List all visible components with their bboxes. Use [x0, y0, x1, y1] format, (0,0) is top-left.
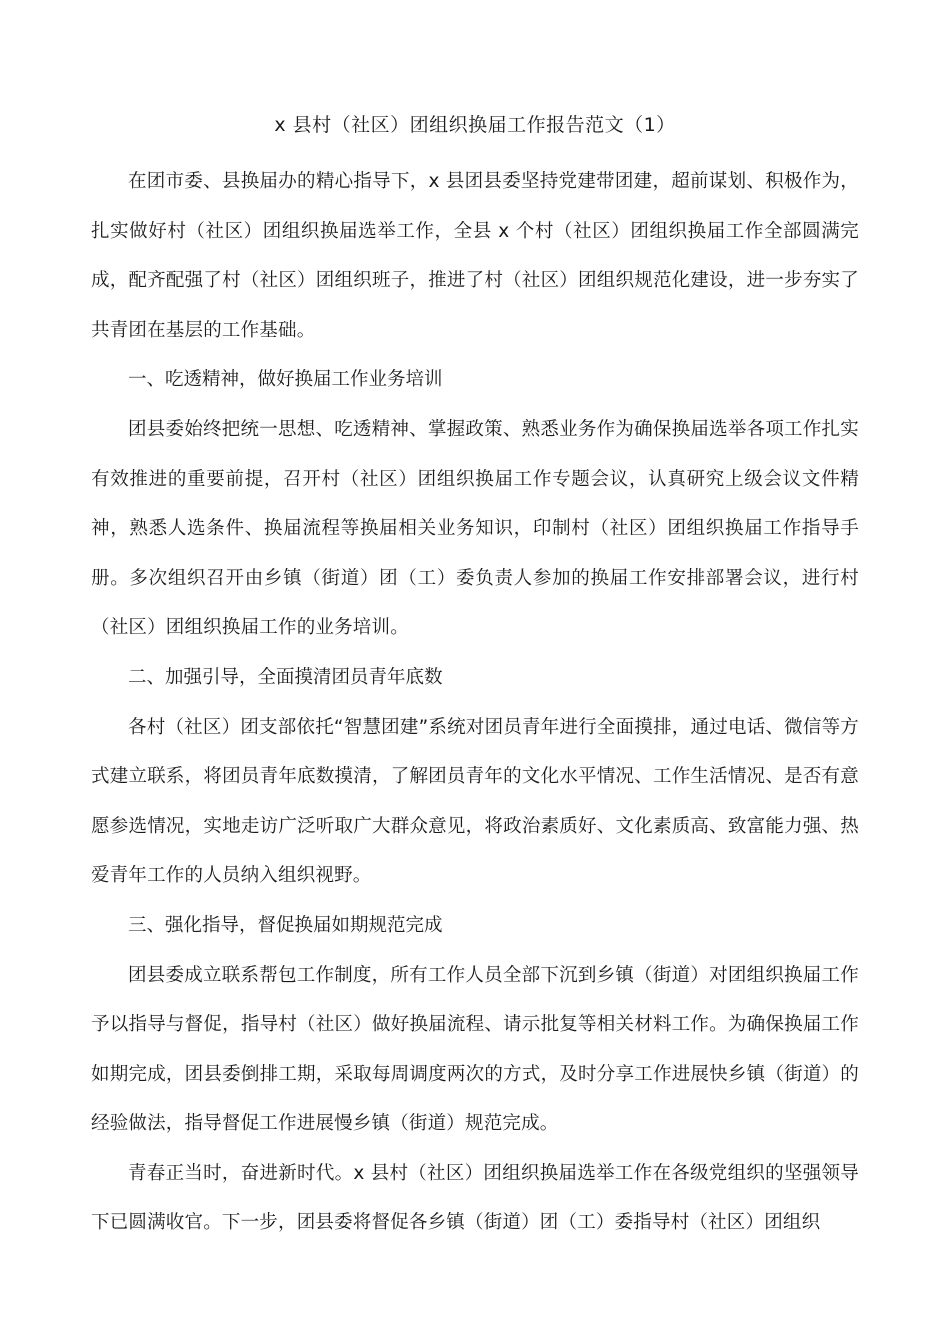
document-page: [91, 108, 859, 1248]
document-title: x 县村（社区）团组织换届工作报告范文（1）: [274, 114, 676, 136]
intro-paragraph: 在团市委、县换届办的精心指导下，x 县团县委坚持党建带团建，超前谋划、积极作为，扎实做好村（社区）团组织换届选举工作，全县 x 个村（社区）团组织换届工作全部圆满完成，配齐配强了村（社区）团组织班子，推进了村（社区）团组织规范化建设，进一步夯实了共青团在基层的工作基础。: [91, 171, 859, 341]
closing-paragraph: 青春正当时，奋进新时代。x 县村（社区）团组织换届选举工作在各级党组织的坚强领导下已圆满收官。下一步，团县委将督促各乡镇（街道）团（工）委指导村（社区）团组织: [91, 1162, 859, 1234]
section-2-body: 各村（社区）团支部依托“智慧团建”系统对团员青年进行全面摸排，通过电话、微信等方式建立联系，将团员青年底数摸清，了解团员青年的文化水平情况、工作生活情况、是否有意愿参选情况，实地走访广泛听取广大群众意见，将政治素质好、文化素质高、致富能力强、热爱青年工作的人员纳入组织视野。: [91, 716, 859, 887]
section-1-body: 团县委始终把统一思想、吃透精神、掌握政策、熟悉业务作为确保换届选举各项工作扎实有效推进的重要前提，召开村（社区）团组织换届工作专题会议，认真研究上级会议文件精神，熟悉人选条件、换届流程等换届相关业务知识，印制村（社区）团组织换届工作指导手册。多次组织召开由乡镇（街道）团（工）委负责人参加的换届工作安排部署会议，进行村（社区）团组织换届工作的业务培训。: [91, 418, 859, 639]
section-3-body: 团县委成立联系帮包工作制度，所有工作人员全部下沉到乡镇（街道）对团组织换届工作予以指导与督促，指导村（社区）做好换届流程、请示批复等相关材料工作。为确保换届工作如期完成，团县委倒排工期，采取每周调度两次的方式，及时分享工作进展快乡镇（街道）的经验做法，指导督促工作进展慢乡镇（街道）规范完成。: [91, 964, 859, 1135]
section-3-heading: 三、强化指导，督促换届如期规范完成: [128, 914, 443, 936]
section-1-heading: 一、吃透精神，做好换届工作业务培训: [128, 369, 443, 391]
section-2-heading: 二、加强引导，全面摸清团员青年底数: [128, 666, 443, 688]
